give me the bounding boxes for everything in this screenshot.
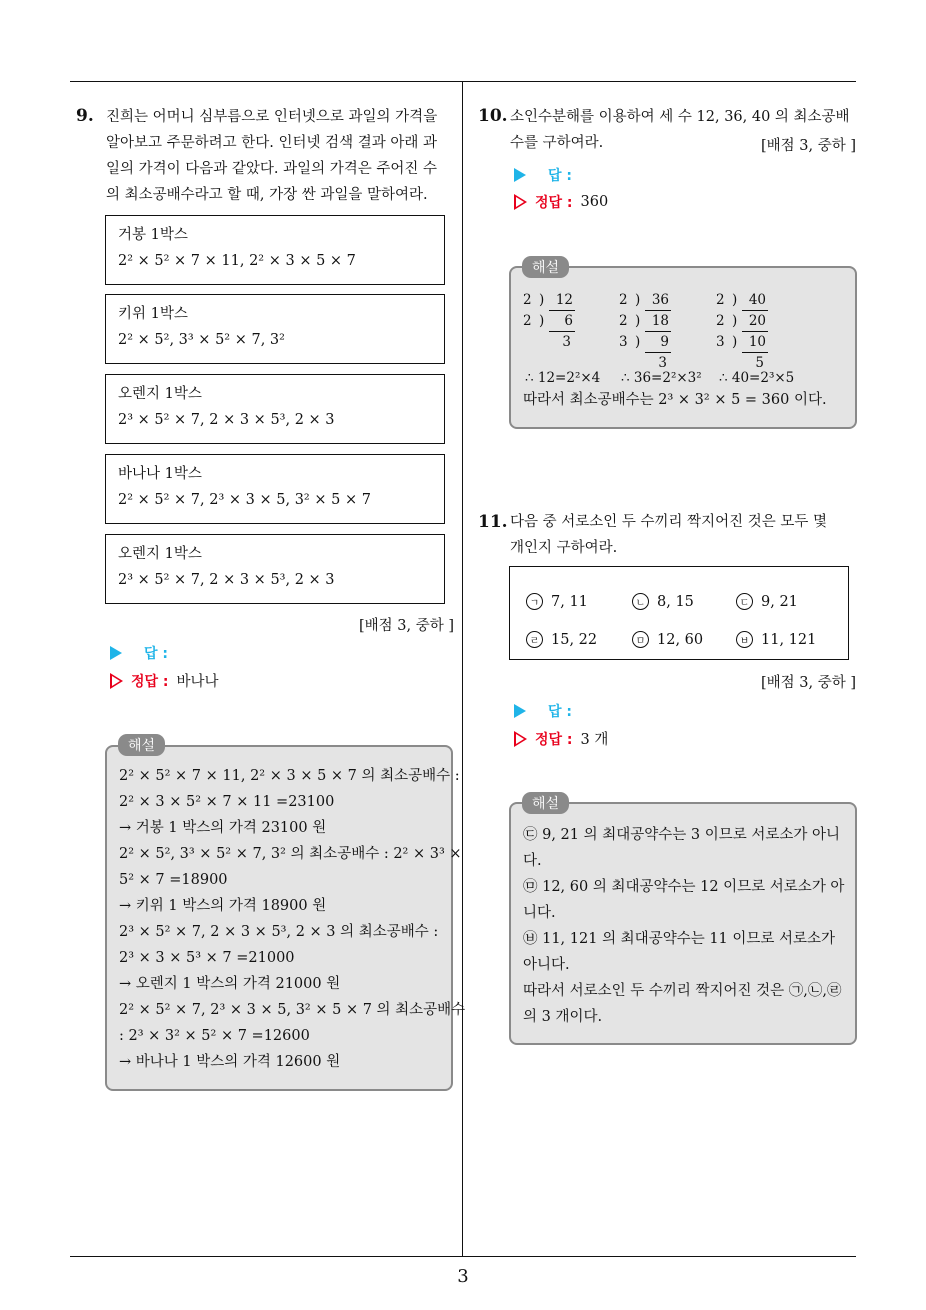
explanation-line: 2² × 5² × 7 × 11, 2² × 3 × 5 × 7 의 최소공배수 : xyxy=(119,768,460,784)
choice-value: 8, 15 xyxy=(657,593,694,610)
dividend: 9 xyxy=(645,332,671,353)
question-11-number: 11. xyxy=(478,512,508,532)
answer-label: 답 : xyxy=(548,704,572,720)
correct-value: 바나나 xyxy=(176,674,219,690)
circle-marker: ㄴ xyxy=(632,593,649,610)
fruit-name: 키위 1박스 xyxy=(118,306,188,322)
fruit-values: 2² × 5², 3³ × 5² × 7, 3² xyxy=(118,332,285,348)
division-ladder-12: 2 ) 12 2 ) 6 3 xyxy=(523,292,573,350)
divisor: 2 xyxy=(716,292,725,308)
circle-marker: ㅁ xyxy=(632,631,649,648)
explanation-tag: 해설 xyxy=(522,792,569,814)
divisor: 3 xyxy=(716,334,725,350)
explanation-tag: 해설 xyxy=(522,256,569,278)
question-11-correct-row xyxy=(514,728,608,749)
explanation-line: 2² × 3 × 5² × 7 × 11 =23100 xyxy=(119,794,335,810)
explanation-line: ㉥ 11, 121 의 최대공약수는 11 이므로 서로소가 xyxy=(523,931,836,947)
explanation-line: 따라서 서로소인 두 수끼리 짝지어진 것은 ㉠,㉡,㉣ xyxy=(523,983,842,999)
play-triangle-icon xyxy=(110,646,122,660)
question-line: 진희는 어머니 심부름으로 인터넷으로 과일의 가격을 xyxy=(106,109,438,125)
question-line: 의 최소공배수라고 할 때, 가장 싼 과일을 말하여라. xyxy=(106,187,428,203)
choice-6 xyxy=(736,631,816,648)
bottom-rule xyxy=(70,1256,856,1257)
fruit-values: 2³ × 5² × 7, 2 × 3 × 5³, 2 × 3 xyxy=(118,412,335,428)
correct-value: 360 xyxy=(580,194,609,210)
circle-marker: ㄷ xyxy=(736,593,753,610)
explanation-line: 2³ × 5² × 7, 2 × 3 × 5³, 2 × 3 의 최소공배수 : xyxy=(119,924,439,940)
question-9-explanation xyxy=(105,745,466,1091)
explanation-line: → 키위 1 박스의 가격 18900 원 xyxy=(119,898,327,914)
dividend: 6 xyxy=(549,311,575,332)
outline-triangle-icon xyxy=(514,194,527,210)
question-9-score: [배점 3, 중하 ] xyxy=(358,618,454,634)
question-10-explanation xyxy=(509,266,857,429)
division-ladder-40: 2 ) 40 2 ) 20 3 ) 10 5 xyxy=(716,292,766,371)
dividend: 18 xyxy=(645,311,671,332)
division-ladder-36: 2 ) 36 2 ) 18 3 ) 9 3 xyxy=(619,292,669,371)
divisor: 2 xyxy=(523,292,532,308)
fruit-box-kiwi xyxy=(105,294,445,364)
explanation-line: 니다. xyxy=(523,905,556,921)
question-9-text xyxy=(106,104,437,208)
question-line: 다음 중 서로소인 두 수끼리 짝지어진 것은 모두 몇 xyxy=(510,514,828,530)
divisor: 3 xyxy=(619,334,628,350)
question-10-number: 10. xyxy=(478,106,508,126)
conclusion: 따라서 최소공배수는 2³ × 3² × 5 = 360 이다. xyxy=(523,392,827,408)
dividend: 40 xyxy=(742,290,768,311)
correct-label: 정답 : xyxy=(131,673,169,690)
explanation-line: : 2³ × 3² × 5² × 7 =12600 xyxy=(119,1028,310,1044)
question-10-score: [배점 3, 중하 ] xyxy=(760,138,856,154)
choice-value: 9, 21 xyxy=(761,593,798,610)
explanation-line: 5² × 7 =18900 xyxy=(119,872,228,888)
choice-4 xyxy=(526,631,597,648)
fruit-box-grape xyxy=(105,215,445,285)
factorization-results xyxy=(525,370,794,386)
explanation-line: → 거봉 1 박스의 가격 23100 원 xyxy=(119,820,327,836)
explanation-line: 2² × 5², 3³ × 5² × 7, 3² 의 최소공배수 : 2² × 3³ × xyxy=(119,846,462,862)
fruit-name: 거봉 1박스 xyxy=(118,227,188,243)
fruit-name: 오렌지 1박스 xyxy=(118,386,202,402)
explanation-lines xyxy=(523,822,844,1030)
question-line: 일의 가격이 다음과 같았다. 과일의 가격은 주어진 수 xyxy=(106,161,438,177)
fruit-name: 오렌지 1박스 xyxy=(118,546,202,562)
divisor: 2 xyxy=(619,313,628,329)
fruit-values: 2² × 5² × 7 × 11, 2² × 3 × 5 × 7 xyxy=(118,253,356,269)
explanation-lines xyxy=(119,763,465,1075)
question-line: 수를 구하여라. xyxy=(510,135,604,151)
question-9-answer-row xyxy=(110,643,168,663)
choices-box xyxy=(509,566,849,660)
choice-value: 11, 121 xyxy=(761,631,817,648)
choice-1 xyxy=(526,593,588,610)
divisor: 2 xyxy=(716,313,725,329)
circle-marker: ㄱ xyxy=(526,593,543,610)
explanation-line: 아니다. xyxy=(523,957,570,973)
fruit-values: 2³ × 5² × 7, 2 × 3 × 5³, 2 × 3 xyxy=(118,572,335,588)
explanation-tag: 해설 xyxy=(118,734,165,756)
question-11-text xyxy=(510,509,827,561)
question-line: 개인지 구하여라. xyxy=(510,540,618,556)
correct-value: 3 개 xyxy=(580,732,609,748)
choice-5 xyxy=(632,631,703,648)
question-line: 알아보고 주문하려고 한다. 인터넷 검색 결과 아래 과 xyxy=(106,135,438,151)
answer-label: 답 : xyxy=(144,646,168,662)
question-9-correct-row xyxy=(110,670,219,691)
explanation-line: → 바나나 1 박스의 가격 12600 원 xyxy=(119,1054,341,1070)
correct-label: 정답 : xyxy=(535,195,573,211)
explanation-line: → 오렌지 1 박스의 가격 21000 원 xyxy=(119,976,341,992)
top-rule xyxy=(70,81,856,82)
explanation-line: 2² × 5² × 7, 2³ × 3 × 5, 3² × 5 × 7 의 최소공배수 xyxy=(119,1002,466,1018)
column-divider xyxy=(462,81,463,1257)
explanation-line: 다. xyxy=(523,853,542,869)
dividend: 12 xyxy=(549,290,575,311)
dividend: 36 xyxy=(645,290,671,311)
quotient: 3 xyxy=(562,334,571,350)
play-triangle-icon xyxy=(514,704,526,718)
choice-value: 15, 22 xyxy=(551,631,598,648)
question-11-explanation xyxy=(509,802,857,1045)
circle-marker: ㄹ xyxy=(526,631,543,648)
fruit-box-banana xyxy=(105,454,445,524)
outline-triangle-icon xyxy=(514,731,527,747)
result-36: ∴ 36=2²×3² xyxy=(621,370,702,386)
fruit-box-orange xyxy=(105,374,445,444)
choice-value: 12, 60 xyxy=(657,631,704,648)
question-9-number: 9. xyxy=(76,106,94,126)
fruit-box-orange-2 xyxy=(105,534,445,604)
quotient: 3 xyxy=(658,355,667,371)
question-11-answer-row xyxy=(514,701,572,721)
divisor: 2 xyxy=(619,292,628,308)
explanation-line: 2³ × 3 × 5³ × 7 =21000 xyxy=(119,950,295,966)
explanation-line: ㉢ 9, 21 의 최대공약수는 3 이므로 서로소가 아니 xyxy=(523,827,840,843)
dividend: 10 xyxy=(742,332,768,353)
fruit-values: 2² × 5² × 7, 2³ × 3 × 5, 3² × 5 × 7 xyxy=(118,492,371,508)
question-line: 소인수분해를 이용하여 세 수 12, 36, 40 의 최소공배 xyxy=(510,109,850,125)
page-number: 3 xyxy=(457,1266,469,1287)
explanation-line: ㉤ 12, 60 의 최대공약수는 12 이므로 서로소가 아 xyxy=(523,879,845,895)
result-40: ∴ 40=2³×5 xyxy=(719,370,795,386)
choice-2 xyxy=(632,593,694,610)
divisor: 2 xyxy=(523,313,532,329)
answer-label: 답 : xyxy=(548,168,572,184)
dividend: 20 xyxy=(742,311,768,332)
choice-3 xyxy=(736,593,798,610)
question-11-score: [배점 3, 중하 ] xyxy=(760,675,856,691)
play-triangle-icon xyxy=(514,168,526,182)
result-12: ∴ 12=2²×4 xyxy=(525,370,601,386)
question-10-correct-row xyxy=(514,192,608,212)
circle-marker: ㅂ xyxy=(736,631,753,648)
correct-label: 정답 : xyxy=(535,731,573,748)
choice-value: 7, 11 xyxy=(551,593,588,610)
outline-triangle-icon xyxy=(110,673,123,689)
explanation-line: 의 3 개이다. xyxy=(523,1009,603,1025)
question-10-answer-row xyxy=(514,165,572,185)
quotient: 5 xyxy=(755,355,764,371)
fruit-name: 바나나 1박스 xyxy=(118,466,202,482)
